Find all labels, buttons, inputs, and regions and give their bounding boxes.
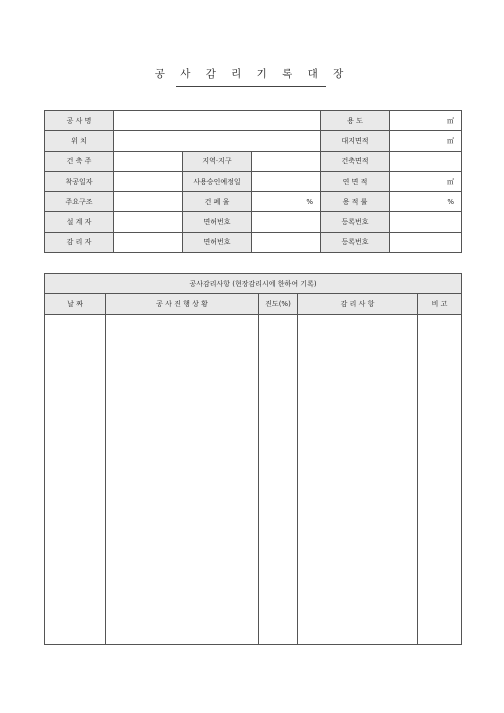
label-cell: 감 리 자 <box>45 232 114 252</box>
label-cell: 면허번호 <box>183 212 252 232</box>
label-cell: 용 적 률 <box>321 192 390 212</box>
value-cell[interactable]: % <box>252 192 321 212</box>
value-cell[interactable] <box>114 131 321 151</box>
label-cell: 지역·지구 <box>183 151 252 171</box>
value-cell[interactable] <box>114 192 183 212</box>
table-row <box>45 111 462 131</box>
header-progress-status: 공 사 진 행 상 황 <box>106 294 259 315</box>
value-cell[interactable] <box>390 212 462 232</box>
header-supervision-notes: 감 리 사 항 <box>298 294 418 315</box>
log-caption: 공사감리사항 (현장감리시에 한하여 기록) <box>45 274 462 294</box>
value-cell[interactable] <box>114 151 183 171</box>
label-cell: 공 사 명 <box>45 111 114 131</box>
table-row <box>45 151 462 171</box>
table-header-row <box>45 294 462 315</box>
value-cell[interactable]: ㎡ <box>390 171 462 191</box>
label-cell: 착공일자 <box>45 171 114 191</box>
label-cell: 건 축 주 <box>45 151 114 171</box>
value-cell[interactable] <box>252 212 321 232</box>
value-cell[interactable]: ㎡ <box>390 131 462 151</box>
label-cell: 위 치 <box>45 131 114 151</box>
label-cell: 용 도 <box>321 111 390 131</box>
label-cell: 연 면 적 <box>321 171 390 191</box>
progress-status-cell[interactable] <box>106 315 259 645</box>
value-cell[interactable] <box>252 232 321 252</box>
value-cell[interactable]: ㎡ <box>390 111 462 131</box>
value-cell[interactable] <box>390 151 462 171</box>
label-cell: 등록번호 <box>321 212 390 232</box>
table-row <box>45 131 462 151</box>
value-cell[interactable] <box>390 232 462 252</box>
value-cell[interactable] <box>114 171 183 191</box>
label-cell: 대지면적 <box>321 131 390 151</box>
value-cell[interactable] <box>114 232 183 252</box>
value-cell[interactable] <box>252 171 321 191</box>
label-cell: 설 계 자 <box>45 212 114 232</box>
value-cell[interactable] <box>114 212 183 232</box>
value-cell[interactable]: % <box>390 192 462 212</box>
table-caption-row <box>45 274 462 294</box>
progress-percent-cell[interactable] <box>259 315 298 645</box>
table-row <box>45 192 462 212</box>
label-cell: 주요구조 <box>45 192 114 212</box>
table-row <box>45 212 462 232</box>
supervision-notes-cell[interactable] <box>298 315 418 645</box>
value-cell[interactable] <box>114 111 321 131</box>
document-title: 공 사 감 리 기 록 대 장 <box>154 68 350 80</box>
header-progress-percent: 진도(%) <box>259 294 298 315</box>
title-underline <box>176 86 326 87</box>
header-remarks: 비 고 <box>418 294 462 315</box>
label-cell: 면허번호 <box>183 232 252 252</box>
supervision-log-table <box>44 273 462 645</box>
value-cell[interactable] <box>252 151 321 171</box>
label-cell: 건축면적 <box>321 151 390 171</box>
header-date: 날 짜 <box>45 294 106 315</box>
remarks-cell[interactable] <box>418 315 462 645</box>
table-row <box>45 315 462 645</box>
label-cell: 건 폐 율 <box>183 192 252 212</box>
label-cell: 등록번호 <box>321 232 390 252</box>
label-cell: 사용승인예정일 <box>183 171 252 191</box>
date-cell[interactable] <box>45 315 106 645</box>
construction-info-table <box>44 110 462 253</box>
table-row <box>45 171 462 191</box>
table-row <box>45 232 462 252</box>
